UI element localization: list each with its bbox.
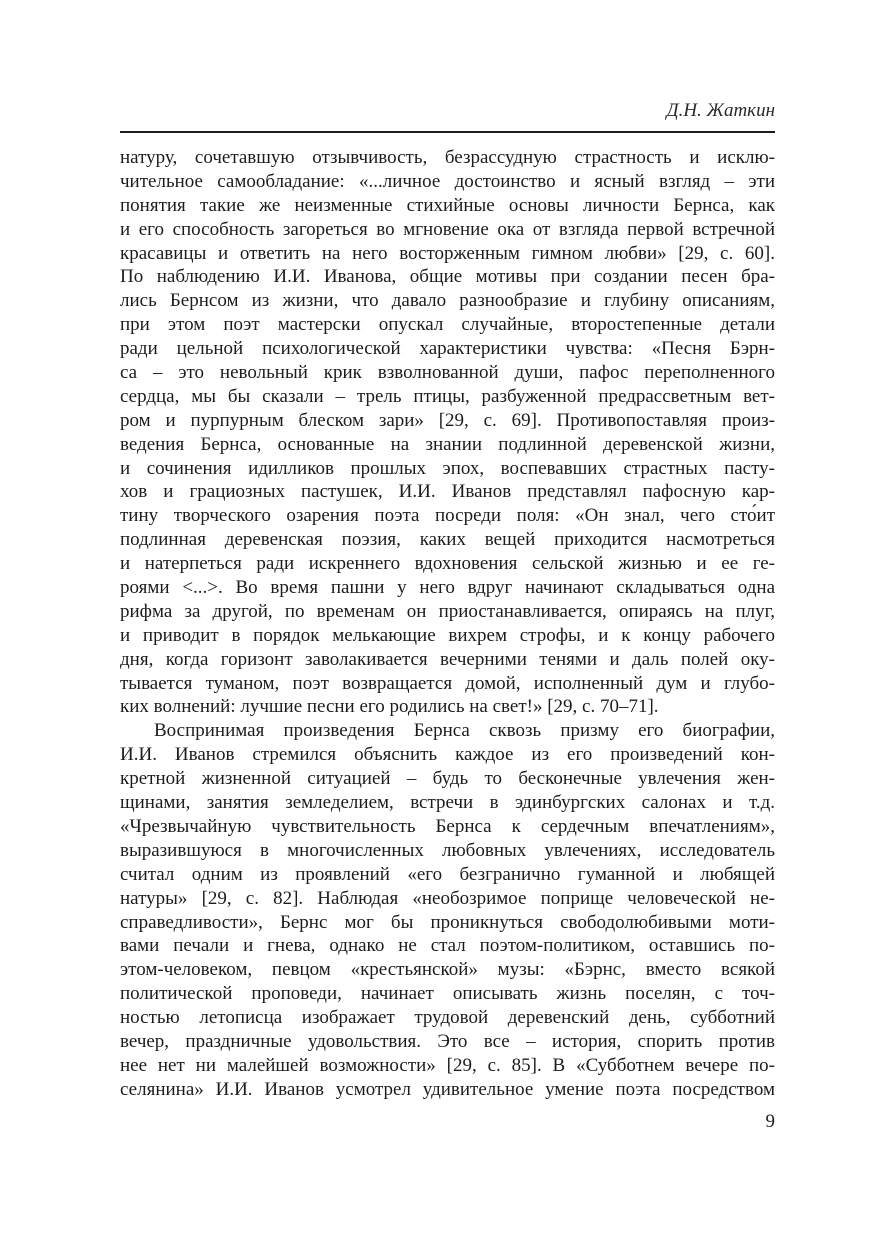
running-head: Д.Н. Жаткин	[666, 100, 775, 121]
text-line: И.И. Иванов стремился объяснить каждое из его произведений кон-	[120, 744, 775, 766]
text-line: кретной жизненной ситуацией – будь то бесконечные увлечения жен-	[120, 768, 775, 790]
text-line: натуры» [29, с. 82]. Наблюдая «необозримое поприще человеческой не-	[120, 887, 775, 909]
text-line: вами печали и гнева, однако не стал поэтом-политиком, оставшись по-	[120, 935, 775, 957]
text-line: рифма за другой, по временам он приостанавливается, опираясь на плуг,	[120, 600, 775, 622]
text-line: чительное самообладание: «...личное достоинство и ясный взгляд – эти	[120, 170, 775, 192]
text-line: и приводит в порядок мелькающие вихрем строфы, и к концу рабочего	[120, 624, 775, 646]
text-line: ром и пурпурным блеском зари» [29, с. 69]. Противопоставляя произ-	[120, 409, 775, 431]
text-line: ради цельной психологической характеристики чувства: «Песня Бэрн-	[120, 338, 775, 360]
text-line: сердца, мы бы сказали – трель птицы, разбуженной предрассветным вет-	[120, 385, 775, 407]
text-line: и натерпеться ради искреннего вдохновения сельской жизнью и ее ге-	[120, 553, 775, 575]
text-line: тывается туманом, поэт возвращается домой, исполненный дум и глубо-	[120, 672, 775, 694]
text-line: считал одним из проявлений «его безгранично гуманной и любящей	[120, 863, 775, 885]
text-line: ностью летописца изображает трудовой деревенский день, субботний	[120, 1007, 775, 1029]
text-line: са – это невольный крик взволнованной души, пафос переполненного	[120, 362, 775, 384]
body-text	[120, 146, 775, 1102]
text-line: хов и грациозных пастушек, И.И. Иванов представлял пафосную кар-	[120, 481, 775, 503]
text-line: и сочинения идилликов прошлых эпох, воспевавших страстных пасту-	[120, 457, 775, 479]
text-line: красавицы и ответить на него восторженным гимном любви» [29, с. 60].	[120, 242, 775, 264]
text-line: роями <...>. Во время пашни у него вдруг начинают складываться одна	[120, 577, 775, 599]
text-line: «Чрезвычайную чувствительность Бернса к сердечным впечатлениям»,	[120, 815, 775, 837]
text-line: дня, когда горизонт заволакивается вечерними тенями и даль полей оку-	[120, 648, 775, 670]
text-line: нее нет ни малейшей возможности» [29, с. 85]. В «Субботнем вечере по-	[120, 1054, 775, 1076]
text-line: подлинная деревенская поэзия, каких вещей приходится насмотреться	[120, 529, 775, 551]
page-number: 9	[765, 1111, 775, 1132]
text-line: По наблюдению И.И. Иванова, общие мотивы при создании песен бра-	[120, 266, 775, 288]
text-line: политической проповеди, начинает описывать жизнь поселян, с точ-	[120, 983, 775, 1005]
text-line: тину творческого озарения поэта посреди поля: «Он знал, чего сто́ит	[120, 505, 775, 527]
text-line: лись Бернсом из жизни, что давало разнообразие и глубину описаниям,	[120, 290, 775, 312]
text-line: Воспринимая произведения Бернса сквозь призму его биографии,	[154, 720, 775, 742]
text-line: понятия такие же неизменные стихийные основы личности Бернса, как	[120, 194, 775, 216]
header-rule	[120, 131, 775, 133]
text-line: натуру, сочетавшую отзывчивость, безрассудную страстность и исклю-	[120, 147, 775, 168]
text-line: вечер, праздничные удовольствия. Это все – история, спорить против	[120, 1030, 775, 1052]
text-line: селянина» И.И. Иванов усмотрел удивительное умение поэта посредством	[120, 1078, 775, 1100]
text-line: при этом поэт мастерски опускал случайные, второстепенные детали	[120, 314, 775, 336]
text-line: ведения Бернса, основанные на знании подлинной деревенской жизни,	[120, 433, 775, 455]
text-line: выразившуюся в многочисленных любовных увлечениях, исследователь	[120, 839, 775, 861]
text-line: справедливости», Бернс мог бы проникнуться свободолюбивыми моти-	[120, 911, 775, 933]
text-line: ких волнений: лучшие песни его родились на свет!» [29, с. 70–71].	[120, 696, 659, 718]
text-line: этом-человеком, певцом «крестьянской» музы: «Бэрнс, вместо всякой	[120, 959, 775, 981]
text-line: и его способность загореться во мгновение ока от взгляда первой встречной	[120, 218, 775, 240]
text-line: щинами, занятия земледелием, встречи в эдинбургских салонах и т.д.	[120, 792, 775, 814]
